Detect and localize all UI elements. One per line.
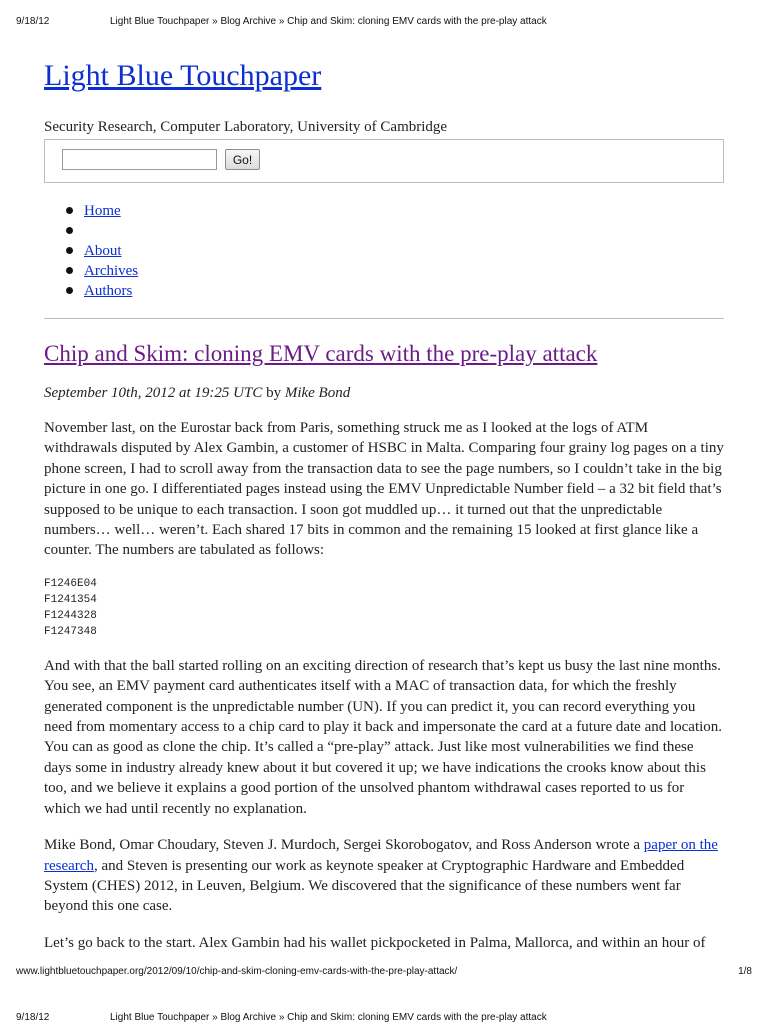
print-date: 9/18/12 bbox=[16, 1012, 50, 1023]
main-nav bbox=[44, 201, 724, 301]
bullet-icon bbox=[66, 227, 73, 234]
site-title bbox=[44, 56, 724, 96]
print-page-title: Light Blue Touchpaper » Blog Archive » Chip and Skim: cloning EMV cards with the pre-play attack bbox=[110, 1012, 547, 1023]
print-page-title: Light Blue Touchpaper » Blog Archive » Chip and Skim: cloning EMV cards with the pre-play attack bbox=[110, 16, 547, 27]
divider bbox=[44, 318, 724, 319]
nav-link-authors[interactable]: Authors bbox=[84, 283, 133, 299]
site-tagline: Security Research, Computer Laboratory, University of Cambridge bbox=[44, 119, 448, 135]
nav-link-home[interactable]: Home bbox=[84, 203, 121, 219]
paragraph-3-text-before: Mike Bond, Omar Choudary, Steven J. Murdoch, Sergei Skorobogatov, and Ross Anderson wrote a bbox=[44, 837, 644, 854]
post-paragraph-2: And with that the ball started rolling on an exciting direction of research that’s kept us busy the last nine months. You see, an EMV payment card authenticates itself with a MAC of transaction data, for which the freshly generated component is the unpredictable number (UN). If you can predict it, you can record everything you need from momentary access to a chip card to play it back and impersonate the card at a future date and location. You can as good as clone the chip. It’s called a “pre-play” attack. Just like most vulnerabilities we find these days some in industry already knew about it but covered it up; we have indications the crooks know about this too, and we believe it explains a good portion of the unsolved phantom withdrawal cases reported to us for which we had until recently no explanation. bbox=[44, 657, 723, 817]
post-paragraph-4: Let’s go back to the start. Alex Gambin had his wallet pickpocketed in Palma, Mallorca, and within an hour of bbox=[44, 934, 706, 951]
bullet-icon bbox=[66, 287, 73, 294]
search-button[interactable]: Go! bbox=[225, 149, 260, 170]
post-paragraph-3 bbox=[44, 835, 724, 917]
code-line: F1247348 bbox=[44, 625, 97, 638]
nav-link-archives[interactable]: Archives bbox=[84, 263, 139, 279]
post-date: September 10th, 2012 at 19:25 UTC bbox=[44, 385, 263, 401]
search-form bbox=[44, 139, 724, 183]
code-line: F1244328 bbox=[44, 609, 97, 622]
print-url: www.lightbluetouchpaper.org/2012/09/10/chip-and-skim-cloning-emv-cards-with-the-pre-play-attack/ bbox=[16, 966, 458, 977]
nav-item-home bbox=[44, 201, 724, 221]
paragraph-3-text-after: , and Steven is presenting our work as keynote speaker at Cryptographic Hardware and Embedded System (CHES) 2012, in Leuven, Belgium. We discovered that the significance of these numbers went far beyond this one case. bbox=[44, 857, 685, 915]
post-by: by bbox=[266, 385, 282, 401]
post-author: Mike Bond bbox=[284, 385, 351, 401]
site-title-link[interactable]: Light Blue Touchpaper bbox=[44, 59, 322, 92]
nav-item-authors bbox=[44, 281, 724, 301]
post-paragraph-1: November last, on the Eurostar back from Paris, something struck me as I looked at the logs of ATM withdrawals disputed by Alex Gambin, a customer of HSBC in Malta. Comparing four grainy log pages on a tiny phone screen, I had to scroll away from the transaction data to see the page numbers, so I couldn’t take in the big picture in one go. I differentiated pages instead using the EMV Unpredictable Number field – a 32 bit field that’s supposed to be unique to each transaction. I soon got muddled up… it turned out that the unpredictable numbers… well… weren’t. Each shared 17 bits in common and the remaining 15 looked at first glance like a counter. The numbers are tabulated as follows: bbox=[44, 420, 724, 559]
bullet-icon bbox=[66, 207, 73, 214]
code-line: F1246E04 bbox=[44, 577, 97, 590]
code-line: F1241354 bbox=[44, 593, 97, 606]
nav-item-empty bbox=[44, 221, 724, 241]
page-content bbox=[44, 56, 724, 968]
code-block bbox=[44, 576, 724, 640]
bullet-icon bbox=[66, 247, 73, 254]
nav-link-about[interactable]: About bbox=[84, 243, 122, 259]
paper-link[interactable]: paper on the research bbox=[44, 837, 718, 874]
search-input[interactable] bbox=[62, 149, 217, 170]
bullet-icon bbox=[66, 267, 73, 274]
post-title bbox=[44, 340, 724, 368]
post-title-link[interactable]: Chip and Skim: cloning EMV cards with the pre-play attack bbox=[44, 341, 598, 366]
post-meta bbox=[44, 384, 724, 402]
nav-item-about bbox=[44, 241, 724, 261]
nav-item-archives bbox=[44, 261, 724, 281]
print-date: 9/18/12 bbox=[16, 16, 50, 27]
print-page-number: 1/8 bbox=[738, 966, 752, 977]
